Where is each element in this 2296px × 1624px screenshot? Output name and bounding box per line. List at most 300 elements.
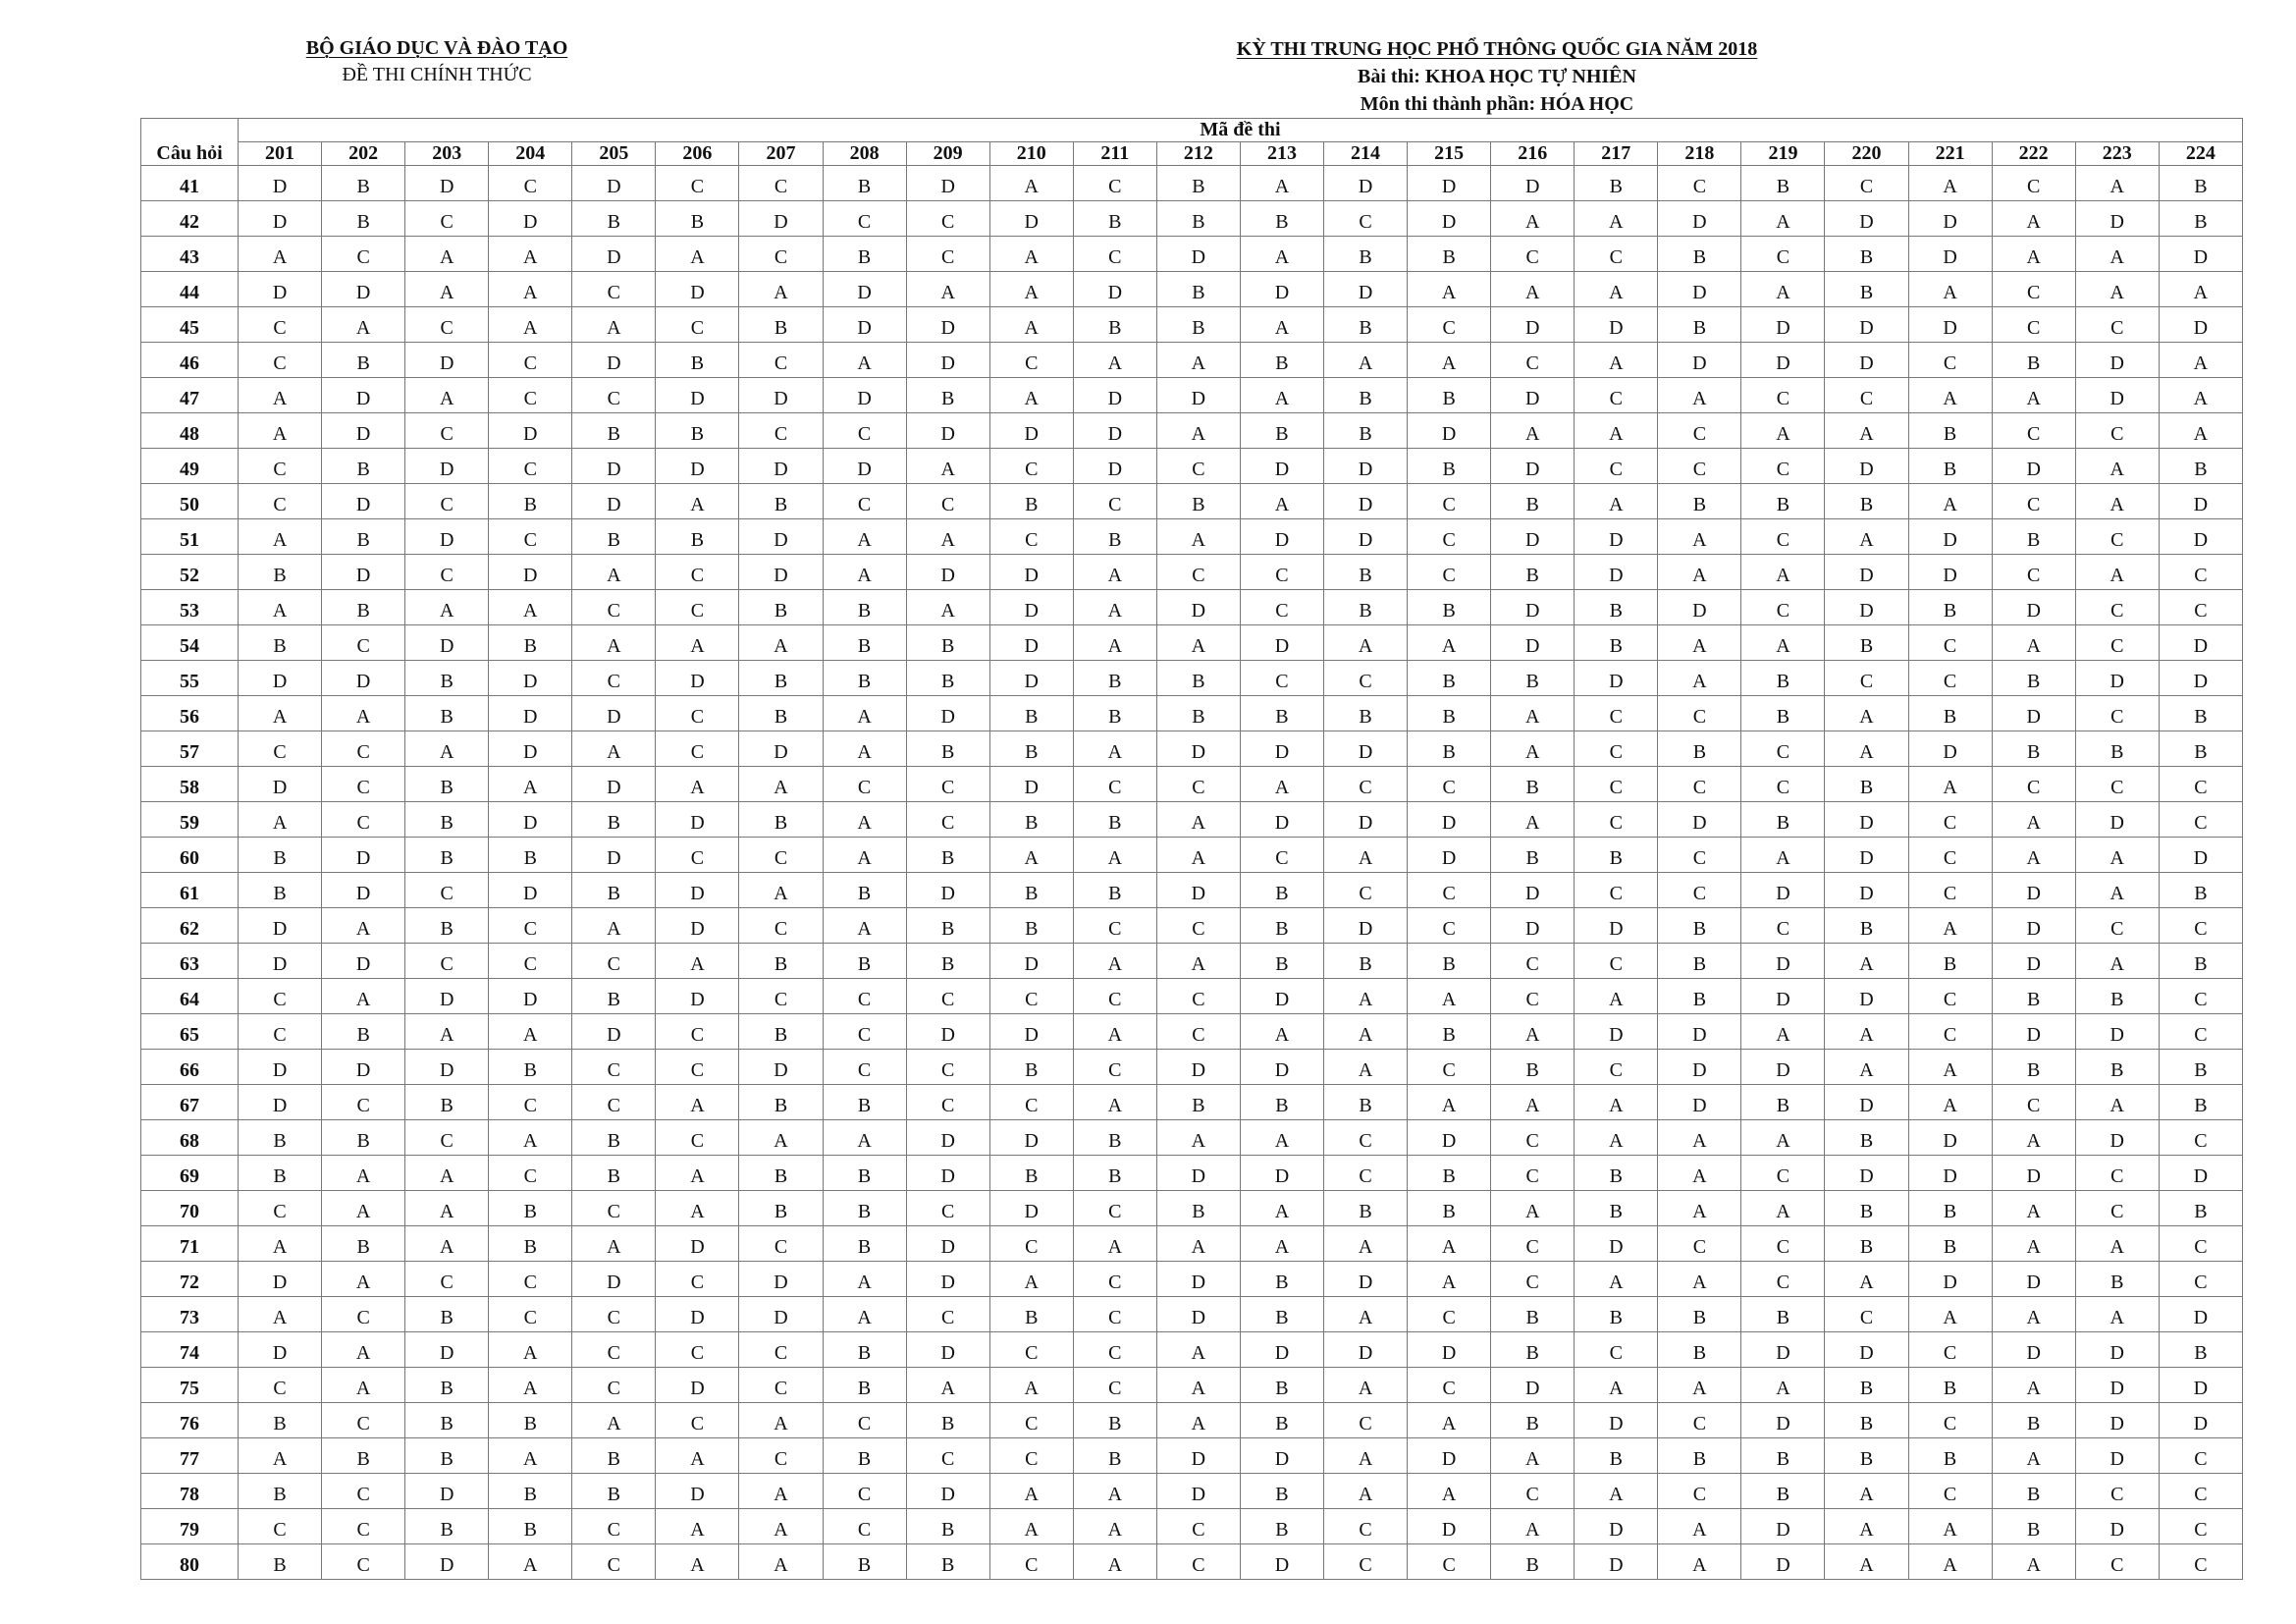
answer-cell: C [489, 1262, 572, 1297]
answer-cell: C [1324, 767, 1408, 802]
answer-cell: D [656, 378, 739, 413]
answer-cell: B [1575, 838, 1658, 873]
answer-cell: D [739, 1050, 823, 1085]
answer-cell: C [656, 555, 739, 590]
answer-cell: D [405, 979, 489, 1014]
answer-cell: C [1575, 378, 1658, 413]
question-number: 47 [141, 378, 239, 413]
answer-cell: D [1240, 519, 1323, 555]
answer-cell: D [656, 449, 739, 484]
answer-cell: B [1491, 1544, 1575, 1580]
answer-cell: B [1240, 1085, 1323, 1120]
answer-cell: D [489, 661, 572, 696]
question-number: 77 [141, 1438, 239, 1474]
answer-cell: B [239, 555, 322, 590]
answer-cell: C [2159, 1120, 2242, 1156]
answer-cell: D [1156, 1262, 1240, 1297]
answer-cell: A [989, 838, 1073, 873]
answer-cell: C [322, 1544, 405, 1580]
answer-cell: A [1073, 1014, 1156, 1050]
answer-cell: B [739, 1156, 823, 1191]
answer-cell: B [1324, 944, 1408, 979]
answer-cell: A [656, 1156, 739, 1191]
answer-cell: C [1324, 873, 1408, 908]
answer-cell: B [1156, 661, 1240, 696]
answer-cell: C [1908, 838, 1992, 873]
exam-code: 221 [1908, 142, 1992, 166]
answer-cell: B [322, 519, 405, 555]
answer-cell: B [572, 1438, 656, 1474]
answer-cell: C [1908, 661, 1992, 696]
answer-cell: D [2159, 1297, 2242, 1332]
answer-cell: C [322, 767, 405, 802]
answer-cell: D [1825, 838, 1908, 873]
answer-cell: B [1658, 979, 1741, 1014]
answer-cell: B [1073, 873, 1156, 908]
answer-cell: C [1741, 519, 1825, 555]
answer-cell: A [1408, 1226, 1491, 1262]
answer-cell: A [1073, 555, 1156, 590]
answer-cell: A [823, 343, 906, 378]
answer-cell: C [739, 1438, 823, 1474]
answer-cell: B [322, 1014, 405, 1050]
answer-cell: D [1156, 378, 1240, 413]
answer-cell: C [989, 1332, 1073, 1368]
answer-cell: D [1825, 802, 1908, 838]
table-row [141, 1368, 2243, 1403]
answer-cell: B [1156, 1191, 1240, 1226]
table-row [141, 1474, 2243, 1509]
answer-cell: A [989, 166, 1073, 201]
answer-cell: D [1741, 1332, 1825, 1368]
question-number: 71 [141, 1226, 239, 1262]
answer-cell: A [1908, 1297, 1992, 1332]
answer-cell: B [1073, 661, 1156, 696]
answer-cell: A [1575, 1368, 1658, 1403]
question-number: 42 [141, 201, 239, 237]
answer-cell: A [239, 519, 322, 555]
answer-cell: B [1992, 1474, 2075, 1509]
answer-cell: B [1073, 1438, 1156, 1474]
answer-cell: A [1156, 1403, 1240, 1438]
answer-cell: C [739, 237, 823, 272]
answer-cell: D [906, 343, 989, 378]
answer-cell: B [1741, 1297, 1825, 1332]
answer-cell: D [1992, 696, 2075, 731]
answer-cell: D [322, 661, 405, 696]
answer-cell: B [989, 802, 1073, 838]
answer-cell: C [1741, 1156, 1825, 1191]
question-number: 64 [141, 979, 239, 1014]
answer-cell: C [1741, 449, 1825, 484]
answer-cell: D [1491, 625, 1575, 661]
answer-cell: C [989, 1226, 1073, 1262]
answer-cell: B [823, 1085, 906, 1120]
answer-cell: C [1908, 802, 1992, 838]
answer-cell: B [1741, 166, 1825, 201]
answer-cell: A [1073, 1085, 1156, 1120]
answer-cell: A [989, 1262, 1073, 1297]
answer-cell: D [1324, 272, 1408, 307]
answer-cell: D [1491, 166, 1575, 201]
answer-cell: D [1908, 1156, 1992, 1191]
answer-cell: B [1825, 1438, 1908, 1474]
question-number: 74 [141, 1332, 239, 1368]
question-number: 69 [141, 1156, 239, 1191]
answer-cell: A [1658, 378, 1741, 413]
answer-cell: A [1240, 1226, 1323, 1262]
answer-cell: D [739, 1297, 823, 1332]
answer-cell: D [1992, 873, 2075, 908]
exam-code: 216 [1491, 142, 1575, 166]
answer-cell: D [1908, 237, 1992, 272]
answer-cell: C [1240, 590, 1323, 625]
answer-cell: D [1491, 449, 1575, 484]
answer-cell: D [1408, 413, 1491, 449]
answer-cell: B [1658, 944, 1741, 979]
answer-cell: D [239, 272, 322, 307]
answer-cell: B [2159, 944, 2242, 979]
answer-cell: A [1491, 272, 1575, 307]
answer-cell: A [1992, 1368, 2075, 1403]
answer-cell: B [572, 802, 656, 838]
exam-code: 212 [1156, 142, 1240, 166]
answer-cell: C [405, 555, 489, 590]
answer-cell: A [239, 1438, 322, 1474]
answer-cell: D [322, 944, 405, 979]
answer-cell: B [1240, 1403, 1323, 1438]
answer-cell: B [1658, 484, 1741, 519]
answer-cell: A [823, 696, 906, 731]
answer-cell: B [906, 908, 989, 944]
answer-cell: C [739, 838, 823, 873]
answer-cell: D [1324, 1262, 1408, 1297]
answer-cell: C [656, 1050, 739, 1085]
answer-cell: D [1825, 873, 1908, 908]
answer-cell: C [239, 484, 322, 519]
answer-cell: A [823, 908, 906, 944]
table-row [141, 413, 2243, 449]
answer-cell: B [1073, 1120, 1156, 1156]
answer-cell: A [1575, 1474, 1658, 1509]
answer-cell: D [656, 1226, 739, 1262]
answer-cell: B [1156, 696, 1240, 731]
answer-cell: D [739, 378, 823, 413]
answer-cell: A [906, 590, 989, 625]
answer-cell: D [1324, 166, 1408, 201]
answer-cell: B [1491, 838, 1575, 873]
answer-cell: B [656, 519, 739, 555]
test-line: Bài thi: KHOA HỌC TỰ NHIÊN [1358, 66, 1636, 87]
answer-cell: C [1908, 625, 1992, 661]
answer-cell: C [1408, 484, 1491, 519]
answer-cell: C [2075, 908, 2159, 944]
answer-cell: A [1658, 1544, 1741, 1580]
answer-cell: D [1156, 1050, 1240, 1085]
answer-cell: A [1741, 1120, 1825, 1156]
answer-cell: C [1073, 484, 1156, 519]
answer-cell: A [1992, 378, 2075, 413]
answer-cell: A [1992, 838, 2075, 873]
answer-cell: A [656, 767, 739, 802]
answer-cell: B [405, 1403, 489, 1438]
answer-cell: D [906, 413, 989, 449]
answer-cell: C [2159, 1544, 2242, 1580]
answer-cell: D [1491, 519, 1575, 555]
answer-cell: A [1908, 767, 1992, 802]
answer-cell: B [989, 731, 1073, 767]
answer-cell: A [823, 1262, 906, 1297]
answer-cell: A [1741, 1191, 1825, 1226]
question-number: 72 [141, 1262, 239, 1297]
answer-cell: A [322, 696, 405, 731]
answer-cell: A [1741, 555, 1825, 590]
answer-cell: A [823, 838, 906, 873]
answer-cell: B [739, 484, 823, 519]
answer-cell: D [1825, 1085, 1908, 1120]
answer-cell: C [572, 1509, 656, 1544]
answer-cell: C [405, 873, 489, 908]
answer-cell: B [823, 625, 906, 661]
answer-cell: B [906, 625, 989, 661]
answer-cell: B [1992, 1509, 2075, 1544]
answer-cell: B [1324, 590, 1408, 625]
answer-cell: B [489, 1474, 572, 1509]
answer-cell: C [572, 1297, 656, 1332]
answer-cell: A [1741, 201, 1825, 237]
answer-cell: A [1491, 802, 1575, 838]
answer-cell: C [572, 1085, 656, 1120]
answer-cell: D [1575, 555, 1658, 590]
answer-cell: C [1408, 873, 1491, 908]
answer-cell: A [823, 1297, 906, 1332]
answer-cell: D [2159, 307, 2242, 343]
question-number: 66 [141, 1050, 239, 1085]
answer-cell: D [2159, 237, 2242, 272]
answer-cell: A [572, 1226, 656, 1262]
answer-cell: B [1240, 696, 1323, 731]
answer-cell: A [405, 1014, 489, 1050]
answer-cell: C [989, 343, 1073, 378]
answer-cell: D [489, 731, 572, 767]
answer-cell: C [906, 1085, 989, 1120]
answer-cell: D [906, 696, 989, 731]
answer-cell: B [1491, 767, 1575, 802]
answer-cell: C [1992, 555, 2075, 590]
answer-cell: D [1240, 1050, 1323, 1085]
answer-cell: A [1658, 1191, 1741, 1226]
answer-cell: A [2159, 343, 2242, 378]
answer-cell: D [1992, 1014, 2075, 1050]
answer-cell: A [1324, 1226, 1408, 1262]
answer-cell: A [1908, 166, 1992, 201]
answer-cell: C [2159, 1509, 2242, 1544]
answer-cell: A [1156, 1226, 1240, 1262]
answer-cell: D [1240, 1544, 1323, 1580]
answer-cell: B [1324, 555, 1408, 590]
answer-cell: B [823, 1544, 906, 1580]
answer-cell: C [489, 449, 572, 484]
answer-cell: C [656, 731, 739, 767]
answer-cell: A [489, 272, 572, 307]
answer-cell: C [489, 908, 572, 944]
exam-code: 211 [1073, 142, 1156, 166]
answer-cell: A [1575, 272, 1658, 307]
answer-cell: A [2075, 838, 2159, 873]
answer-cell: D [1825, 307, 1908, 343]
answer-cell: D [823, 449, 906, 484]
answer-cell: C [1156, 555, 1240, 590]
answer-cell: D [906, 873, 989, 908]
answer-cell: C [489, 343, 572, 378]
answer-cell: A [1658, 519, 1741, 555]
answer-cell: A [489, 1120, 572, 1156]
answer-cell: C [1491, 1226, 1575, 1262]
answer-cell: C [823, 201, 906, 237]
answer-cell: D [906, 1226, 989, 1262]
answer-cell: A [1658, 1509, 1741, 1544]
answer-cell: B [1491, 1332, 1575, 1368]
table-row [141, 767, 2243, 802]
answer-cell: A [322, 1368, 405, 1403]
answer-cell: C [823, 1403, 906, 1438]
answer-cell: A [1324, 979, 1408, 1014]
answer-cell: C [1073, 1191, 1156, 1226]
answer-cell: D [1908, 201, 1992, 237]
answer-cell: B [405, 1438, 489, 1474]
answer-cell: D [1240, 979, 1323, 1014]
answer-cell: B [739, 1191, 823, 1226]
answer-cell: B [1992, 1050, 2075, 1085]
answer-cell: D [1575, 1226, 1658, 1262]
answer-cell: A [1156, 519, 1240, 555]
question-number: 56 [141, 696, 239, 731]
answer-cell: C [1408, 519, 1491, 555]
table-row [141, 944, 2243, 979]
answer-cell: A [1156, 944, 1240, 979]
answer-cell: A [239, 378, 322, 413]
answer-cell: A [239, 1297, 322, 1332]
answer-cell: A [1658, 1156, 1741, 1191]
answer-cell: D [1240, 625, 1323, 661]
answer-cell: B [2159, 201, 2242, 237]
answer-cell: B [1992, 661, 2075, 696]
table-row [141, 1509, 2243, 1544]
answer-cell: B [1575, 166, 1658, 201]
answer-cell: A [1073, 625, 1156, 661]
answer-cell: C [572, 661, 656, 696]
answer-cell: D [1741, 944, 1825, 979]
answer-cell: B [405, 1085, 489, 1120]
answer-cell: D [1575, 307, 1658, 343]
answer-cell: B [405, 661, 489, 696]
answer-cell: C [2159, 908, 2242, 944]
answer-cell: B [989, 696, 1073, 731]
answer-cell: A [1240, 484, 1323, 519]
answer-cell: D [1156, 873, 1240, 908]
answer-cell: D [1658, 343, 1741, 378]
answer-cell: C [489, 519, 572, 555]
answer-cell: C [239, 1014, 322, 1050]
answer-cell: C [322, 1474, 405, 1509]
answer-cell: C [1324, 661, 1408, 696]
answer-cell: B [1992, 519, 2075, 555]
answer-cell: A [1156, 1332, 1240, 1368]
answer-cell: D [906, 1332, 989, 1368]
answer-cell: A [1575, 201, 1658, 237]
answer-cell: C [906, 767, 989, 802]
table-row [141, 343, 2243, 378]
answer-cell: B [823, 1226, 906, 1262]
answer-cell: D [823, 307, 906, 343]
answer-cell: B [1491, 1050, 1575, 1085]
answer-cell: A [489, 1368, 572, 1403]
answer-cell: B [322, 449, 405, 484]
answer-cell: A [656, 944, 739, 979]
answer-cell: D [489, 979, 572, 1014]
answer-cell: B [739, 1014, 823, 1050]
answer-cell: D [2075, 1509, 2159, 1544]
ministry-name: BỘ GIÁO DỤC VÀ ĐÀO TẠO [305, 37, 568, 59]
table-row [141, 873, 2243, 908]
answer-cell: A [322, 1156, 405, 1191]
answer-cell: B [405, 767, 489, 802]
answer-cell: C [1992, 272, 2075, 307]
answer-cell: D [1658, 1050, 1741, 1085]
answer-cell: A [739, 873, 823, 908]
answer-cell: D [2075, 1014, 2159, 1050]
answer-cell: C [405, 944, 489, 979]
answer-cell: A [823, 802, 906, 838]
answer-cell: D [1491, 1368, 1575, 1403]
answer-cell: A [1908, 272, 1992, 307]
answer-cell: D [1240, 1438, 1323, 1474]
answer-cell: A [322, 307, 405, 343]
answer-cell: D [489, 413, 572, 449]
table-row [141, 590, 2243, 625]
answer-cell: C [989, 519, 1073, 555]
answer-cell: A [405, 590, 489, 625]
answer-cell: C [2159, 1474, 2242, 1509]
question-number: 55 [141, 661, 239, 696]
answer-cell: A [322, 1332, 405, 1368]
answer-cell: A [1825, 1050, 1908, 1085]
answer-cell: A [1825, 1474, 1908, 1509]
answer-cell: B [1408, 590, 1491, 625]
answer-cell: A [239, 696, 322, 731]
answer-cell: B [2159, 166, 2242, 201]
answer-cell: D [322, 555, 405, 590]
exam-code: 222 [1992, 142, 2075, 166]
answer-cell: A [489, 1332, 572, 1368]
answer-cell: C [1908, 343, 1992, 378]
answer-cell: C [1658, 767, 1741, 802]
answer-cell: B [1156, 307, 1240, 343]
answer-cell: B [1073, 802, 1156, 838]
answer-cell: D [239, 661, 322, 696]
table-row [141, 272, 2243, 307]
answer-cell: A [1324, 1297, 1408, 1332]
answer-cell: D [1825, 343, 1908, 378]
answer-cell: C [656, 1332, 739, 1368]
answer-cell: B [1825, 625, 1908, 661]
answer-cell: B [906, 378, 989, 413]
answer-cell: C [239, 731, 322, 767]
table-row [141, 979, 2243, 1014]
answer-cell: A [1825, 519, 1908, 555]
answer-cell: A [1575, 979, 1658, 1014]
answer-cell: D [739, 449, 823, 484]
